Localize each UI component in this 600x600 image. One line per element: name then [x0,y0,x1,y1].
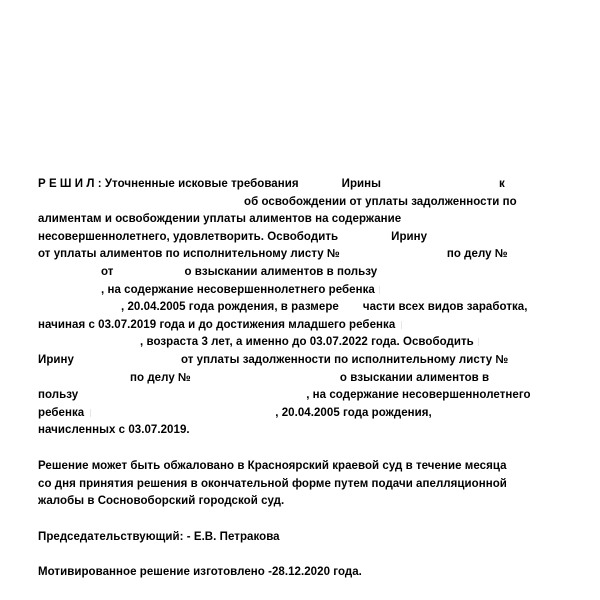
resolution-line-5: от уплаты алиментов по исполнительному листу № по делу № [38,248,508,261]
resolution-heading: Р Е Ш И Л : [38,178,102,190]
reasoned-decision-line: Мотивированное решение изготовлено -28.12.2020 года. [38,565,362,578]
resolution-line-9: начиная с 03.07.2019 года и до достижения младшего ребенка [38,317,402,335]
resolution-line-4: несовершеннолетнего, удовлетворить. Освободить Ирину [38,230,428,243]
resolution-line-2: об освобождении от уплаты задолженности по [244,195,517,208]
resolution-line-1: Р Е Ш И Л : Уточненные исковые требования Ирины к [38,178,505,190]
resolution-line-14: ребенка , 20.04.2005 года рождения, [38,406,432,419]
redaction-mark [379,286,380,294]
redaction-mark [401,321,402,329]
resolution-line-12: по делу № о взыскании алиментов в [130,371,490,384]
resolution-line-15: начисленных с 03.07.2019. [38,424,190,437]
resolution-line-13: пользу , на содержание несовершеннолетнего [38,389,531,402]
appeal-line-3: жалобы в Сосновоборский городской суд. [38,495,285,508]
appeal-line-2: со дня принятия решения в окончательной форме путем подачи апелляционной [38,477,507,490]
redaction-mark [478,338,479,346]
appeal-line-1: Решение может быть обжаловано в Красноярский краевой суд в течение месяца [38,460,507,472]
resolution-line-6: от о взыскании алиментов в пользу [101,266,378,278]
resolution-line-7: , на содержание несовершеннолетнего ребенка [101,282,380,300]
resolution-line-11: Ирину от уплаты задолженности по исполнительному листу № [38,354,509,366]
resolution-line-8: , 20.04.2005 года рождения, в размере части всех видов заработка, [121,301,528,314]
resolution-line-3: алиментам и освобождении уплаты алиментов на содержание [38,213,402,226]
resolution-line-10: , возраста 3 лет, а именно до 03.07.2022 года. Освободить [140,334,479,352]
presiding-judge-line: Председательствующий: - Е.В. Петракова [38,530,280,543]
